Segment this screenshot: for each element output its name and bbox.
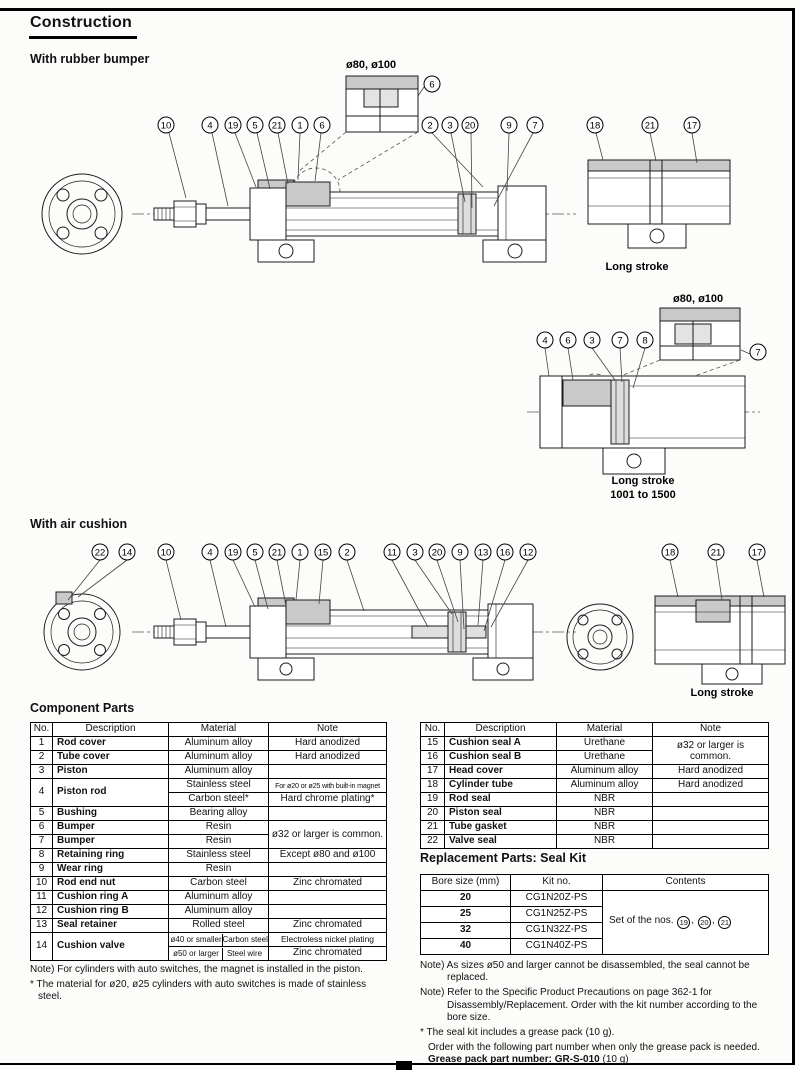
cell-note: Hard chrome plating* xyxy=(269,793,387,807)
cell-material: Aluminum alloy xyxy=(169,905,269,919)
cell-description: Seal retainer xyxy=(53,919,169,933)
material-value: Steel wire xyxy=(226,948,263,958)
svg-text:3: 3 xyxy=(447,120,453,132)
cell-no: 13 xyxy=(31,919,53,933)
table-row xyxy=(31,863,387,877)
cell-note: Zinc chromated xyxy=(269,877,387,891)
col-header-note: Note xyxy=(653,723,769,737)
cell-note xyxy=(269,807,387,821)
callout-18 xyxy=(662,544,678,597)
long-stroke-view xyxy=(588,160,730,248)
table-row xyxy=(31,891,387,905)
callout-2 xyxy=(339,544,364,611)
callout-5 xyxy=(247,117,270,189)
cell-bore-size: 25 xyxy=(421,907,511,923)
svg-text:7: 7 xyxy=(532,120,538,132)
svg-text:4: 4 xyxy=(207,547,213,559)
cell-material: NBR xyxy=(557,793,653,807)
cell-material: Urethane xyxy=(557,751,653,765)
callout-4 xyxy=(202,117,228,206)
cell-no: 1 xyxy=(31,737,53,751)
title-underline xyxy=(29,36,137,39)
cell-material-split xyxy=(169,947,269,961)
bumper-detail-inset xyxy=(660,308,740,360)
cell-note: Hard anodized xyxy=(269,751,387,765)
cell-description: Cushion ring B xyxy=(53,905,169,919)
cell-description: Rod cover xyxy=(53,737,169,751)
long-stroke-section-view xyxy=(527,376,760,474)
grease-order-text: Order with the following part number when only the grease pack is needed. xyxy=(428,1042,760,1054)
cell-no: 15 xyxy=(421,737,445,751)
cell-note xyxy=(269,863,387,877)
callout-4 xyxy=(202,544,226,627)
callout-21b xyxy=(642,117,658,161)
svg-text:2: 2 xyxy=(427,120,433,132)
callout-4 xyxy=(537,332,553,376)
cell-contents xyxy=(603,891,769,955)
cell-material: NBR xyxy=(557,835,653,849)
diagram-air-cushion xyxy=(28,540,788,702)
cell-material: Aluminum alloy xyxy=(169,737,269,751)
flange-front-view xyxy=(44,592,120,670)
callout-3 xyxy=(584,332,615,380)
svg-text:2: 2 xyxy=(344,547,350,559)
svg-text:3: 3 xyxy=(412,547,418,559)
component-parts-table-left xyxy=(30,722,387,961)
size-range: ø40 or smaller xyxy=(170,934,222,944)
cell-note: Hard anodized xyxy=(653,779,769,793)
cell-note xyxy=(653,821,769,835)
separator: , xyxy=(691,915,697,926)
col-header-material: Material xyxy=(557,723,653,737)
svg-text:21: 21 xyxy=(644,120,656,132)
svg-text:10: 10 xyxy=(160,120,172,132)
callout-22 xyxy=(68,544,108,600)
cell-no: 4 xyxy=(31,779,53,807)
table-row xyxy=(421,779,769,793)
detail-size-label: ø80, ø100 xyxy=(673,293,724,305)
cell-description: Bumper xyxy=(53,821,169,835)
cell-note: Electroless nickel plating xyxy=(269,933,387,947)
cylinder-side-view xyxy=(132,598,576,680)
table-row xyxy=(31,807,387,821)
long-stroke-label: Long stroke xyxy=(690,687,754,699)
cell-note xyxy=(269,905,387,919)
cell-description: Tube gasket xyxy=(445,821,557,835)
cell-no: 16 xyxy=(421,751,445,765)
cell-description: Cylinder tube xyxy=(445,779,557,793)
cell-note: Zinc chromated xyxy=(269,947,387,961)
cell-kit-no: CG1N20Z-PS xyxy=(511,891,603,907)
note-material-stainless: * The material for ø20, ø25 cylinders with auto switches is made of stainless steel. xyxy=(30,979,367,1003)
svg-text:6: 6 xyxy=(565,335,571,347)
col-header-material: Material xyxy=(169,723,269,737)
callout-10 xyxy=(158,544,181,620)
cell-material: Rolled steel xyxy=(169,919,269,933)
svg-text:12: 12 xyxy=(522,547,534,559)
flange-front-view xyxy=(42,174,122,254)
col-header-bore-size: Bore size (mm) xyxy=(421,875,511,891)
col-header-no: No. xyxy=(31,723,53,737)
callout-15 xyxy=(315,544,331,604)
svg-text:1: 1 xyxy=(297,120,303,132)
table-row xyxy=(31,849,387,863)
cell-kit-no: CG1N25Z-PS xyxy=(511,907,603,923)
callout-17 xyxy=(749,544,765,597)
table-header-row xyxy=(31,723,387,737)
note-auto-switch-magnet: Note) For cylinders with auto switches, the magnet is installed in the piston. xyxy=(30,964,363,975)
cell-note: Hard anodized xyxy=(653,765,769,779)
cell-material: NBR xyxy=(557,821,653,835)
page-title: Construction xyxy=(30,14,132,31)
callout-1 xyxy=(292,544,308,600)
circled-number-21: 21 xyxy=(718,916,731,929)
table-row xyxy=(421,793,769,807)
cell-note xyxy=(269,891,387,905)
cell-material: Bearing alloy xyxy=(169,807,269,821)
cell-material-split xyxy=(169,933,269,947)
cell-description: Bushing xyxy=(53,807,169,821)
long-stroke-view xyxy=(655,596,785,684)
note-grease-pack-order xyxy=(420,1042,774,1066)
seal-kit-heading: Replacement Parts: Seal Kit xyxy=(420,851,587,865)
cell-material: Resin xyxy=(169,863,269,877)
cell-note: Hard anodized xyxy=(269,737,387,751)
cell-no: 3 xyxy=(31,765,53,779)
circled-number-20: 20 xyxy=(698,916,711,929)
svg-text:10: 10 xyxy=(160,547,172,559)
cell-no: 6 xyxy=(31,821,53,835)
table-row xyxy=(421,821,769,835)
svg-text:13: 13 xyxy=(477,547,489,559)
notes-right xyxy=(420,960,774,1070)
cell-material: NBR xyxy=(557,807,653,821)
notes-left xyxy=(30,964,392,1007)
cell-no: 21 xyxy=(421,821,445,835)
svg-text:5: 5 xyxy=(252,120,258,132)
col-header-no: No. xyxy=(421,723,445,737)
svg-text:6: 6 xyxy=(429,79,435,91)
table-row xyxy=(31,751,387,765)
cell-note xyxy=(269,765,387,779)
callout-3 xyxy=(442,117,465,202)
cell-description: Valve seal xyxy=(445,835,557,849)
table-row xyxy=(31,877,387,891)
cylinder-side-view xyxy=(132,180,576,262)
svg-text:19: 19 xyxy=(227,547,239,559)
table-row xyxy=(421,765,769,779)
cell-bore-size: 40 xyxy=(421,939,511,955)
svg-text:16: 16 xyxy=(499,547,511,559)
bumper-detail-inset xyxy=(346,76,418,132)
callout-6 xyxy=(314,117,330,181)
table-row xyxy=(421,807,769,821)
cell-description: Bumper xyxy=(53,835,169,849)
note-seal-cannot-be-replaced: Note) As sizes ø50 and larger cannot be disassembled, the seal cannot be replaced. xyxy=(420,960,750,984)
cell-no: 11 xyxy=(31,891,53,905)
separator: , xyxy=(711,915,718,926)
grease-pack-part-number: Grease pack part number: GR-S-010 xyxy=(428,1054,600,1066)
cell-description: Cushion valve xyxy=(53,933,169,961)
svg-text:8: 8 xyxy=(642,335,648,347)
svg-text:6: 6 xyxy=(319,120,325,132)
table-row xyxy=(421,835,769,849)
cell-no: 22 xyxy=(421,835,445,849)
cell-material: Urethane xyxy=(557,737,653,751)
svg-text:9: 9 xyxy=(506,120,512,132)
flange-front-view-right xyxy=(567,604,633,670)
note-refer-precautions: Note) Refer to the Specific Product Precautions on page 362-1 for Disassembly/Replacement. Order with the kit number according to the bore size. xyxy=(420,987,758,1023)
grease-pack-weight: (10 g) xyxy=(599,1054,629,1066)
cell-note: ø32 or larger is common. xyxy=(269,821,387,849)
section-heading-rubber-bumper: With rubber bumper xyxy=(30,52,150,66)
cell-no: 5 xyxy=(31,807,53,821)
col-header-contents: Contents xyxy=(603,875,769,891)
cell-kit-no: CG1N40Z-PS xyxy=(511,939,603,955)
cell-description: Rod end nut xyxy=(53,877,169,891)
cell-material: Resin xyxy=(169,821,269,835)
long-stroke-label: Long stroke xyxy=(611,475,675,487)
col-header-description: Description xyxy=(445,723,557,737)
cell-description: Piston xyxy=(53,765,169,779)
cell-material: Resin xyxy=(169,835,269,849)
svg-text:9: 9 xyxy=(457,547,463,559)
cell-note: ø32 or larger is common. xyxy=(653,737,769,765)
cell-note xyxy=(653,793,769,807)
seal-kit-table xyxy=(420,874,769,955)
cell-bore-size: 20 xyxy=(421,891,511,907)
svg-text:4: 4 xyxy=(542,335,548,347)
callout-18 xyxy=(587,117,603,160)
component-parts-table-right xyxy=(420,722,769,849)
cell-no: 2 xyxy=(31,751,53,765)
cell-no: 10 xyxy=(31,877,53,891)
cell-description: Retaining ring xyxy=(53,849,169,863)
svg-text:21: 21 xyxy=(271,547,283,559)
cell-description: Cushion ring A xyxy=(53,891,169,905)
cell-no: 18 xyxy=(421,779,445,793)
svg-text:18: 18 xyxy=(664,547,676,559)
svg-text:20: 20 xyxy=(431,547,443,559)
svg-text:21: 21 xyxy=(271,120,283,132)
svg-text:19: 19 xyxy=(227,120,239,132)
cell-bore-size: 32 xyxy=(421,923,511,939)
cell-material: Carbon steel xyxy=(169,877,269,891)
cell-description: Piston seal xyxy=(445,807,557,821)
col-header-note: Note xyxy=(269,723,387,737)
callout-21 xyxy=(269,544,286,606)
note-grease-pack: * The seal kit includes a grease pack (10 g). xyxy=(420,1026,615,1038)
svg-text:22: 22 xyxy=(94,547,106,559)
cell-note: Zinc chromated xyxy=(269,919,387,933)
col-header-description: Description xyxy=(53,723,169,737)
cell-material: Aluminum alloy xyxy=(169,891,269,905)
callout-detail-7 xyxy=(741,344,766,360)
callout-21b xyxy=(708,544,724,600)
cell-material: Aluminum alloy xyxy=(169,765,269,779)
cell-description: Cushion seal B xyxy=(445,751,557,765)
svg-text:17: 17 xyxy=(686,120,698,132)
table-header-row xyxy=(421,875,769,891)
diagram-rubber-bumper xyxy=(28,56,773,284)
table-row xyxy=(31,933,387,947)
svg-text:4: 4 xyxy=(207,120,213,132)
detail-size-label: ø80, ø100 xyxy=(346,59,397,71)
cell-description: Cushion seal A xyxy=(445,737,557,751)
callout-17 xyxy=(684,117,700,163)
long-stroke-range-label: 1001 to 1500 xyxy=(610,489,676,501)
cell-material: Aluminum alloy xyxy=(557,779,653,793)
table-row xyxy=(31,737,387,751)
svg-text:1: 1 xyxy=(297,547,303,559)
callout-6 xyxy=(560,332,576,380)
cell-material: Carbon steel* xyxy=(169,793,269,807)
svg-text:3: 3 xyxy=(589,335,595,347)
cell-note: Except ø80 and ø100 xyxy=(269,849,387,863)
cell-no: 12 xyxy=(31,905,53,919)
table-row xyxy=(31,821,387,835)
svg-text:15: 15 xyxy=(317,547,329,559)
svg-text:18: 18 xyxy=(589,120,601,132)
svg-text:11: 11 xyxy=(387,547,397,559)
diagram-long-stroke-1001 xyxy=(515,288,795,513)
cell-material: Stainless steel xyxy=(169,779,269,793)
cell-description: Head cover xyxy=(445,765,557,779)
callout-21 xyxy=(269,117,288,184)
cell-no: 14 xyxy=(31,933,53,961)
table-row xyxy=(31,919,387,933)
circled-number-19: 19 xyxy=(677,916,690,929)
svg-text:5: 5 xyxy=(252,547,258,559)
cell-no: 19 xyxy=(421,793,445,807)
table-row xyxy=(421,891,769,907)
cell-material: Aluminum alloy xyxy=(169,751,269,765)
svg-text:7: 7 xyxy=(755,347,761,359)
cell-material: Aluminum alloy xyxy=(557,765,653,779)
table-row xyxy=(31,779,387,793)
size-range: ø50 or larger xyxy=(171,948,223,960)
contents-text: Set of the nos. xyxy=(609,915,677,926)
section-heading-air-cushion: With air cushion xyxy=(30,517,128,531)
long-stroke-label: Long stroke xyxy=(605,261,669,273)
col-header-kit-no: Kit no. xyxy=(511,875,603,891)
cell-no: 20 xyxy=(421,807,445,821)
cell-no: 8 xyxy=(31,849,53,863)
cell-kit-no: CG1N32Z-PS xyxy=(511,923,603,939)
cell-description: Piston rod xyxy=(53,779,169,807)
callout-detail-6 xyxy=(418,76,440,96)
table-row xyxy=(421,737,769,751)
cell-note xyxy=(653,835,769,849)
svg-text:14: 14 xyxy=(121,547,133,559)
cell-no: 7 xyxy=(31,835,53,849)
callout-7 xyxy=(612,332,628,382)
cell-no: 9 xyxy=(31,863,53,877)
cell-description: Tube cover xyxy=(53,751,169,765)
svg-text:21: 21 xyxy=(710,547,722,559)
binding-mark xyxy=(396,1061,412,1070)
callout-10 xyxy=(158,117,186,198)
cell-description: Rod seal xyxy=(445,793,557,807)
component-parts-heading: Component Parts xyxy=(30,701,135,715)
cell-note xyxy=(653,807,769,821)
svg-text:7: 7 xyxy=(617,335,623,347)
table-row xyxy=(31,905,387,919)
cell-material: Stainless steel xyxy=(169,849,269,863)
table-row xyxy=(31,765,387,779)
material-value: Carbon steel xyxy=(222,934,268,944)
cell-note: For ø20 or ø25 with built-in magnet xyxy=(269,779,387,793)
cell-description: Wear ring xyxy=(53,863,169,877)
callout-9 xyxy=(501,117,517,191)
cell-no: 17 xyxy=(421,765,445,779)
svg-text:17: 17 xyxy=(751,547,763,559)
table-header-row xyxy=(421,723,769,737)
svg-text:20: 20 xyxy=(464,120,476,132)
